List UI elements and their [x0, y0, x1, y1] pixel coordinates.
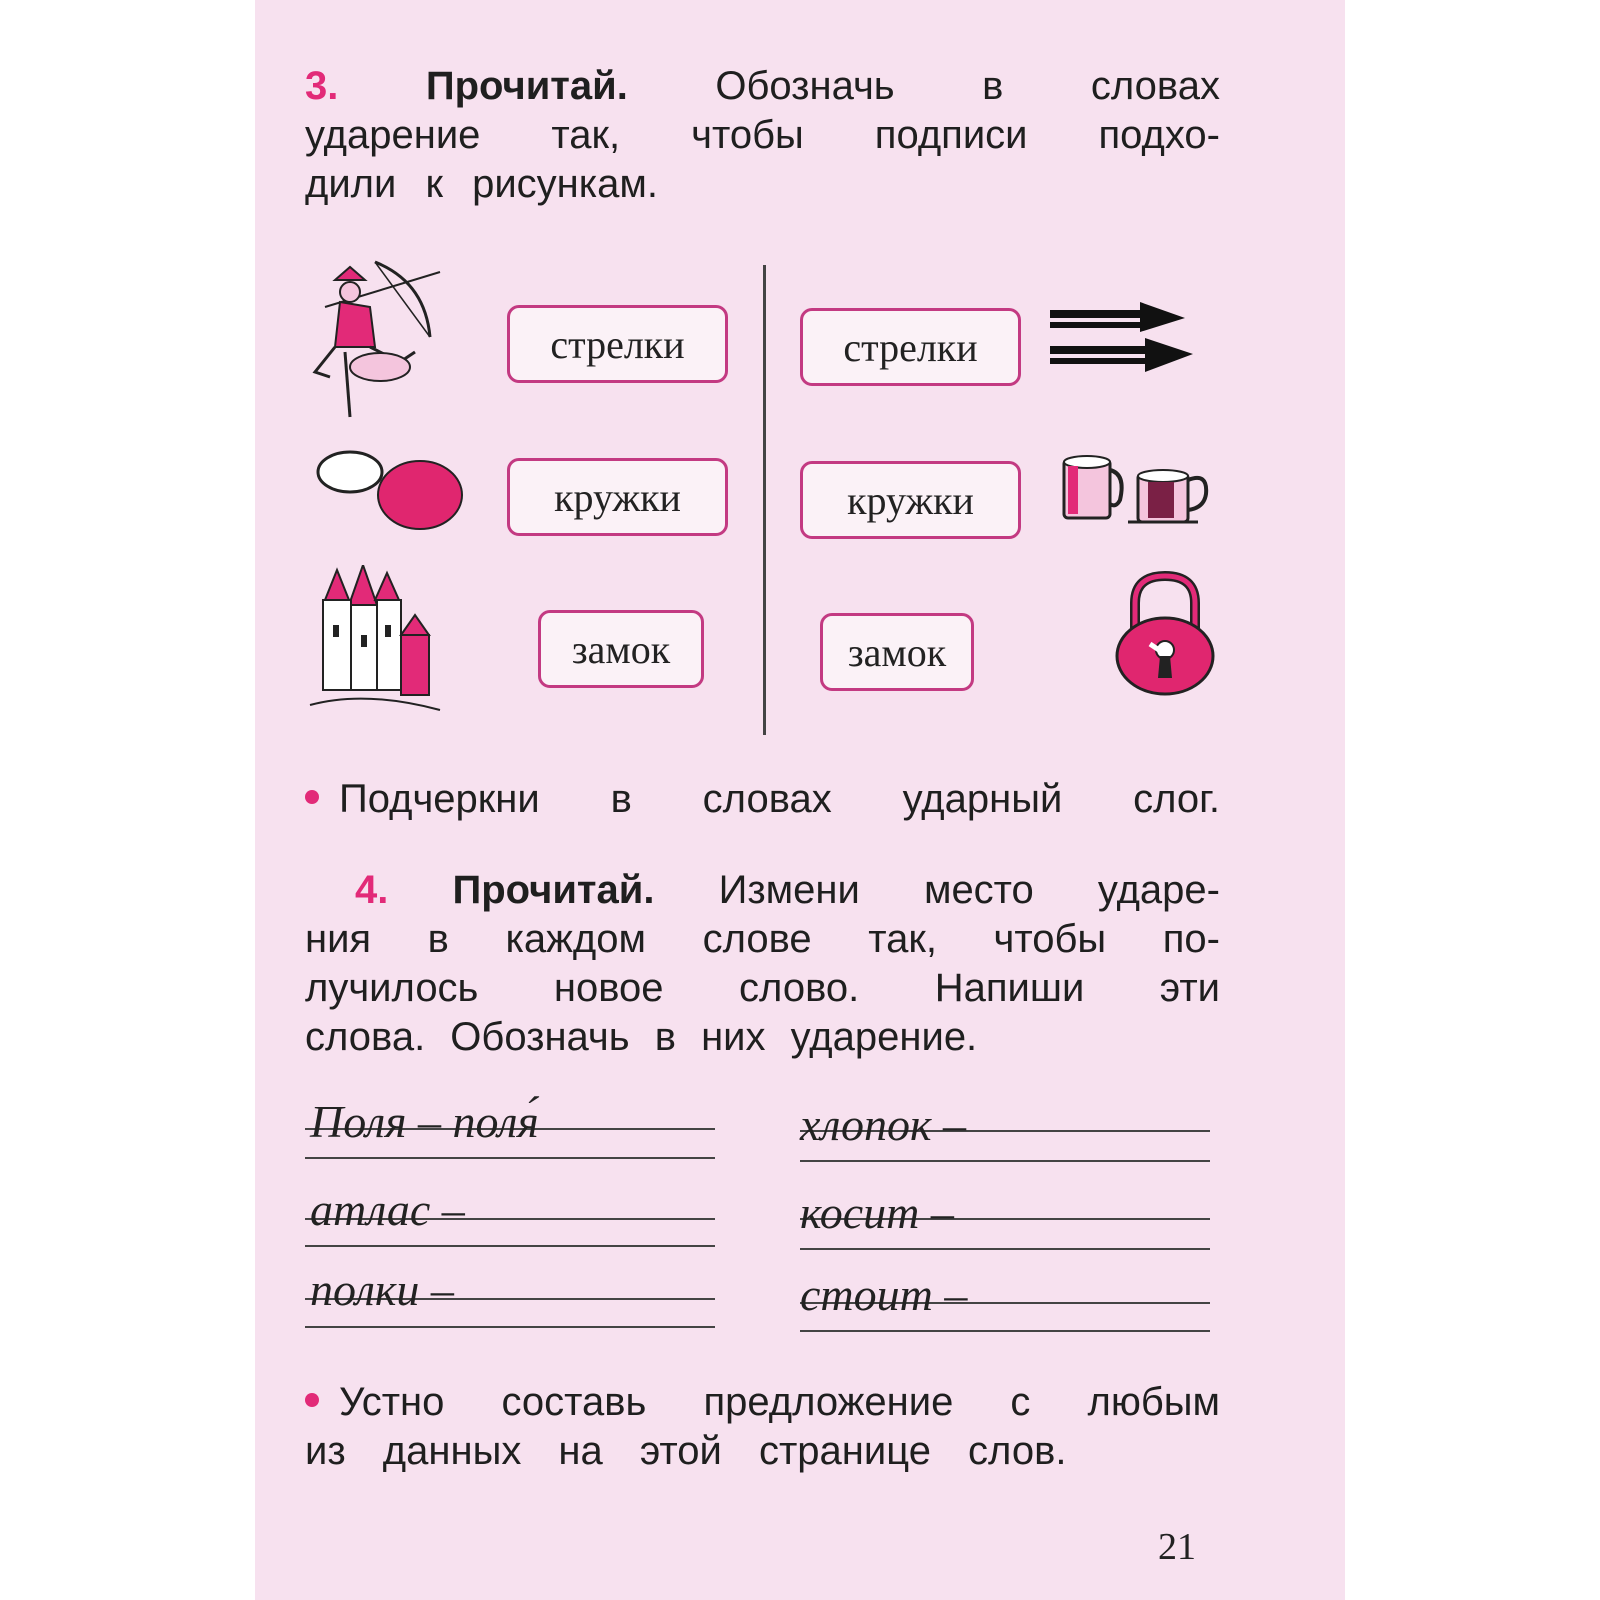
- writing-line: [800, 1248, 1210, 1250]
- bullet-1-text: Подчеркни в словах ударный слог.: [339, 777, 1220, 821]
- exercise-4-number: 4.: [355, 868, 389, 912]
- handwriting-left-2: атлас –: [310, 1184, 465, 1235]
- exercise-4-line3: лучилось новое слово. Напиши эти: [305, 966, 1220, 1010]
- wordbox-left-strelki: стрелки: [507, 305, 728, 383]
- exercise-4-line4: слова. Обозначь в них ударение.: [305, 1015, 978, 1059]
- exercise-3-line2: ударение так, чтобы подписи подхо-: [305, 113, 1220, 157]
- wordbox-right-zamok: замок: [820, 613, 974, 691]
- bullet-2-line2: из данных на этой странице слов.: [305, 1429, 1067, 1473]
- circles-icon: [315, 450, 470, 535]
- center-divider: [763, 265, 766, 735]
- exercise-3-line1: Обозначь в словах: [715, 64, 1220, 108]
- archer-icon: [305, 252, 445, 422]
- writing-line: [305, 1326, 715, 1328]
- arrows-icon: [1045, 298, 1195, 378]
- page-number: 21: [1158, 1526, 1196, 1568]
- writing-line: [305, 1157, 715, 1159]
- exercise-3-command: Прочитай.: [425, 64, 628, 108]
- wordbox-right-kruzhki: кружки: [800, 461, 1021, 539]
- handwriting-right-1: хлопок –: [800, 1099, 967, 1150]
- writing-line: [305, 1245, 715, 1247]
- bullet-2: [305, 1378, 1220, 1476]
- exercise-4-text: [305, 866, 1220, 1062]
- handwriting-left-1: Поля – поля́: [310, 1096, 539, 1147]
- wordbox-right-strelki: стрелки: [800, 308, 1021, 386]
- exercise-3-number: 3.: [305, 64, 339, 108]
- handwriting-right-2: косит –: [800, 1187, 954, 1238]
- bullet-1: [305, 775, 1220, 824]
- mugs-icon: [1058, 452, 1218, 537]
- handwriting-left-3: полки –: [310, 1264, 454, 1315]
- wordbox-left-kruzhki: кружки: [507, 458, 728, 536]
- handwriting-right-3: стоит –: [800, 1269, 968, 1320]
- bullet-dot: [305, 1393, 319, 1407]
- castle-icon: [305, 565, 445, 715]
- exercise-4-command: Прочитай.: [452, 868, 655, 912]
- bullet-dot: [305, 790, 319, 804]
- exercise-4-line2: ния в каждом слове так, чтобы по-: [305, 917, 1220, 961]
- wordbox-left-zamok: замок: [538, 610, 704, 688]
- bullet-2-line1: Устно составь предложение с любым: [339, 1380, 1220, 1424]
- exercise-4-line1: Измени место ударе-: [718, 868, 1220, 912]
- exercise-3-line3: дили к рисункам.: [305, 162, 659, 206]
- writing-line: [800, 1160, 1210, 1162]
- writing-line: [800, 1330, 1210, 1332]
- exercise-3-text: [305, 62, 1220, 209]
- padlock-icon: [1110, 568, 1220, 698]
